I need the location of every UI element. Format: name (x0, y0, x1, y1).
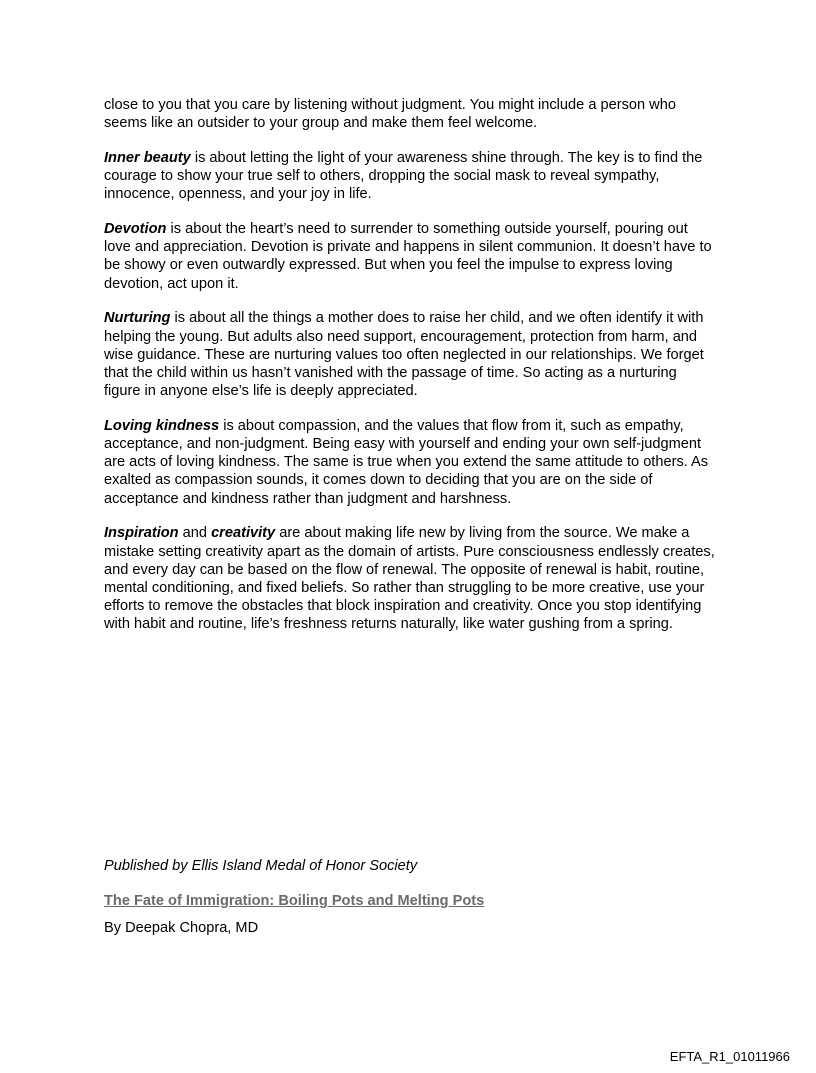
paragraph-inspiration-connector: and (178, 525, 212, 542)
paragraph-inner-beauty-text: is about letting the light of your awareness shine through. The key is to find the courage to show your true self to others, dropping the social mask to reveal sympathy, innocence, openness, and your joy in life. (104, 149, 703, 203)
paragraph-loving-kindness (104, 417, 716, 508)
term-nurturing: Nurturing (104, 310, 171, 327)
paragraph-inspiration (104, 524, 716, 633)
paragraph-nurturing-text: is about all the things a mother does to raise her child, and we often identify it with helping the young. But adults also need support, encouragement, protection from harm, and wise guidance. These are nurturing values too often neglected in our relationships. We forget that the child within us hasn’t vanished with the passage of time. So acting as a nurturing figure in anyone else’s life is deeply appreciated. (104, 310, 704, 400)
author-byline: By Deepak Chopra, MD (104, 920, 259, 937)
paragraph-devotion (104, 220, 716, 293)
article-body (104, 96, 716, 650)
paragraph-devotion-text: is about the heart’s need to surrender to something outside yourself, pouring out love and appreciation. Devotion is private and happens in silent communion. It doesn’t have to be showy or even outwardly expressed. But when you feel the impulse to express loving devotion, act upon it. (104, 221, 712, 292)
article-footer (104, 857, 716, 938)
article-title-link[interactable]: The Fate of Immigration: Boiling Pots and Melting Pots (104, 893, 485, 910)
paragraph-inner-beauty (104, 149, 716, 204)
paragraph-nurturing (104, 309, 716, 400)
term-inner-beauty: Inner beauty (104, 149, 191, 166)
paragraph-intro (104, 96, 716, 132)
term-inspiration: Inspiration (104, 525, 179, 542)
document-id: EFTA_R1_01011966 (669, 1049, 790, 1064)
publisher-credit: Published by Ellis Island Medal of Honor Society (104, 858, 418, 874)
paragraph-intro-text: close to you that you care by listening without judgment. You might include a person who seems like an outsider to your group and make them feel welcome. (104, 97, 676, 132)
paragraph-loving-kindness-text: is about compassion, and the values that flow from it, such as empathy, acceptance, and non-judgment. Being easy with yourself and ending your own self-judgment are acts of loving kindness. The same is true when you extend the same attitude to others. As exalted as compassion sounds, it comes down to deciding that you are on the side of acceptance and kindness rather than judgment and harshness. (104, 417, 709, 507)
term-creativity: creativity (211, 525, 276, 542)
paragraph-inspiration-text: are about making life new by living from the source. We make a mistake setting creativity apart as the domain of artists. Pure consciousness endlessly creates, and every day can be based on the flow of renewal. The opposite of renewal is habit, routine, mental conditioning, and fixed beliefs. So rather than struggling to be more creative, use your efforts to remove the obstacles that block inspiration and creativity. Once you stop identifying with habit and routine, life’s freshness returns naturally, like water gushing from a spring. (104, 525, 715, 633)
term-loving-kindness: Loving kindness (104, 417, 220, 434)
term-devotion: Devotion (104, 221, 167, 238)
